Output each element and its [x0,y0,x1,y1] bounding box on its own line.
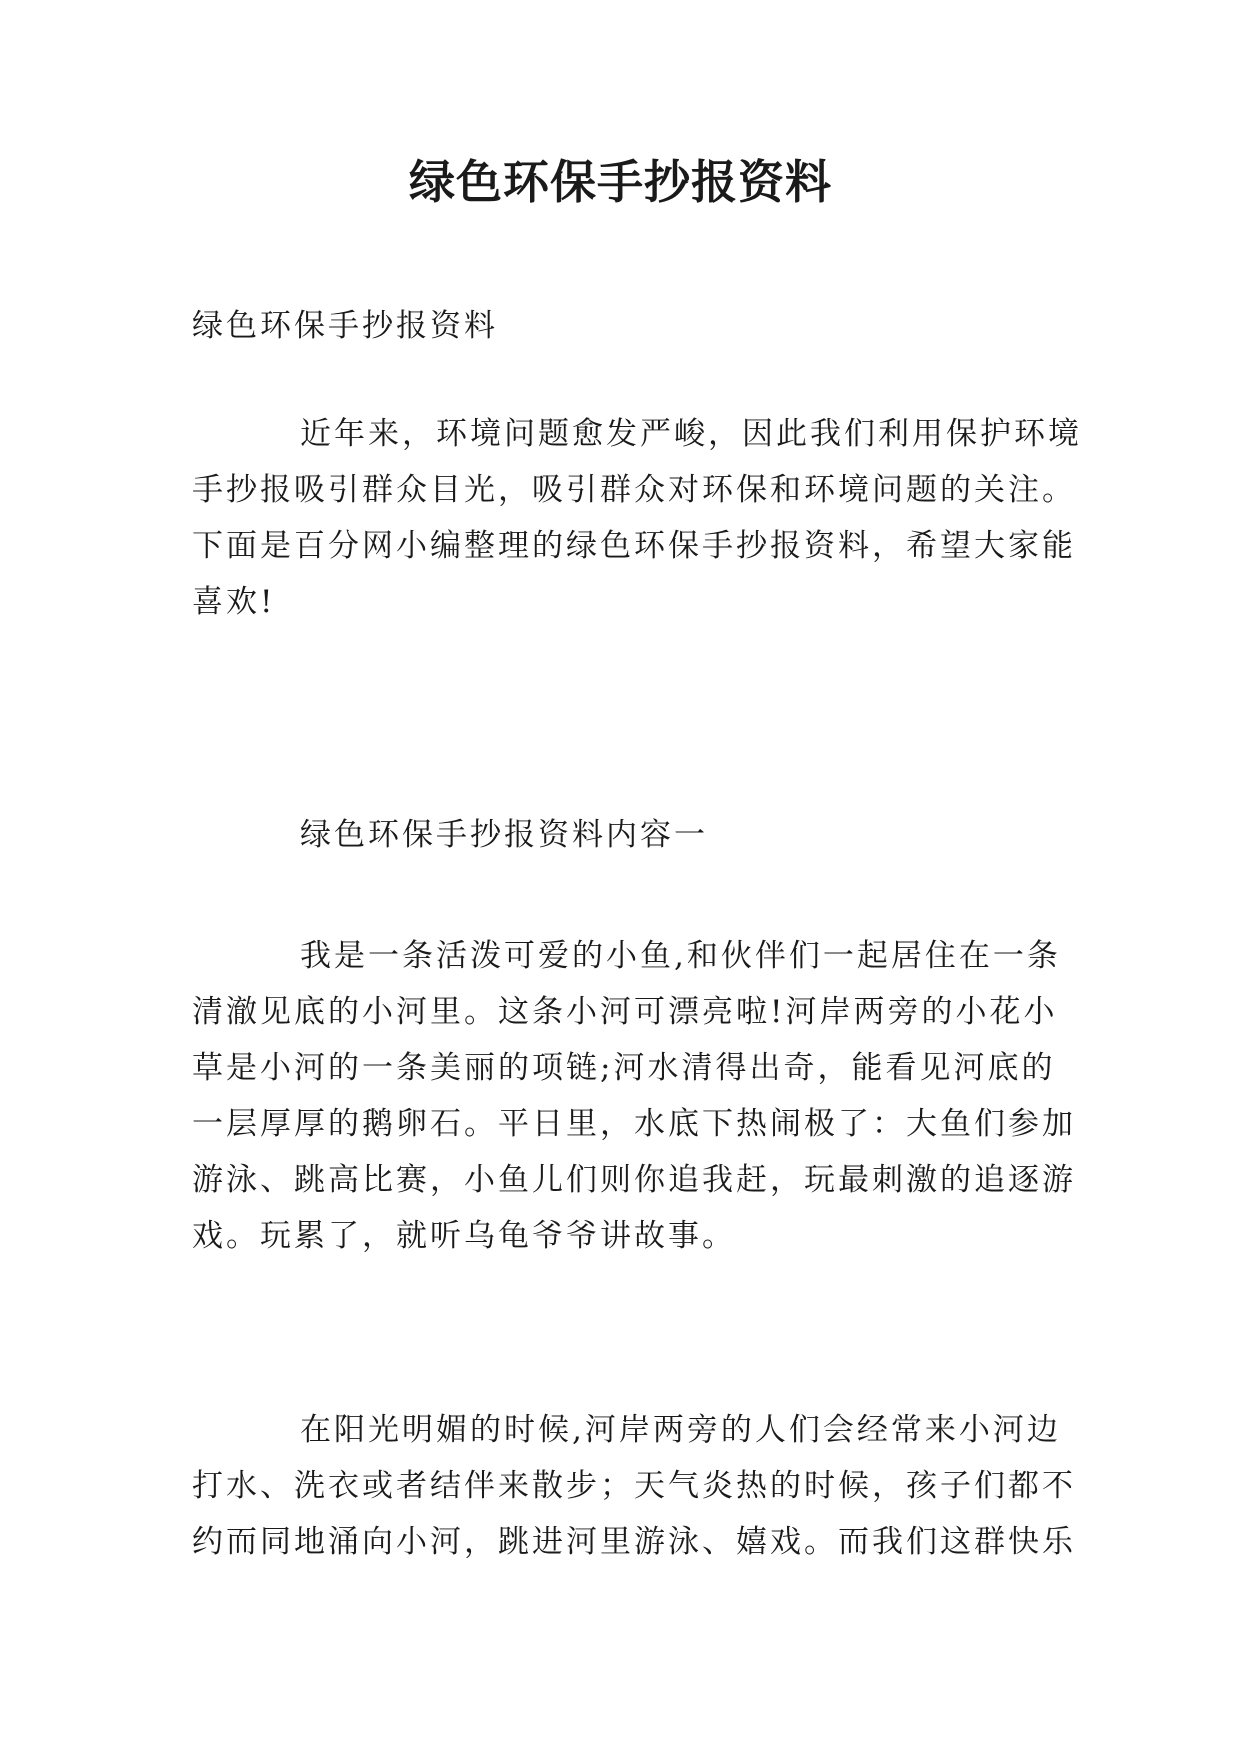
paragraph-line: 清澈见底的小河里。这条小河可漂亮啦!河岸两旁的小花小 [192,994,1058,1030]
paragraph-line: 草是小河的一条美丽的项链;河水清得出奇，能看见河底的 [192,1050,1056,1086]
paragraph-line: 戏。玩累了，就听乌龟爷爷讲故事。 [192,1218,736,1254]
paragraph-line: 约而同地涌向小河，跳进河里游泳、嬉戏。而我们这群快乐 [192,1524,1076,1560]
section-heading-text: 绿色环保手抄报资料内容一 [300,817,708,853]
paragraph-line: 下面是百分网小编整理的绿色环保手抄报资料，希望大家能 [192,528,1076,564]
paragraph-line: 我是一条活泼可爱的小鱼,和伙伴们一起居住在一条 [300,938,1061,974]
intro-paragraph [192,406,1082,630]
document-title: 绿色环保手抄报资料 [409,155,832,209]
paragraph-line: 喜欢! [192,584,276,620]
paragraph-line: 近年来，环境问题愈发严峻，因此我们利用保护环境 [300,416,1082,452]
document-subtitle [192,298,1072,354]
paragraph-line: 打水、洗衣或者结伴来散步；天气炎热的时候，孩子们都不 [192,1468,1076,1504]
body-paragraph-2 [192,1402,1076,1570]
section-heading [192,807,1072,863]
paragraph-line: 手抄报吸引群众目光，吸引群众对环保和环境问题的关注。 [192,472,1076,508]
paragraph-line: 在阳光明媚的时候,河岸两旁的人们会经常来小河边 [300,1412,1061,1448]
subtitle-line: 绿色环保手抄报资料 [192,308,498,344]
paragraph-line: 游泳、跳高比赛，小鱼儿们则你追我赶，玩最刺激的追逐游 [192,1162,1076,1198]
paragraph-line: 一层厚厚的鹅卵石。平日里，水底下热闹极了：大鱼们参加 [192,1106,1076,1142]
body-paragraph-1 [192,928,1076,1264]
